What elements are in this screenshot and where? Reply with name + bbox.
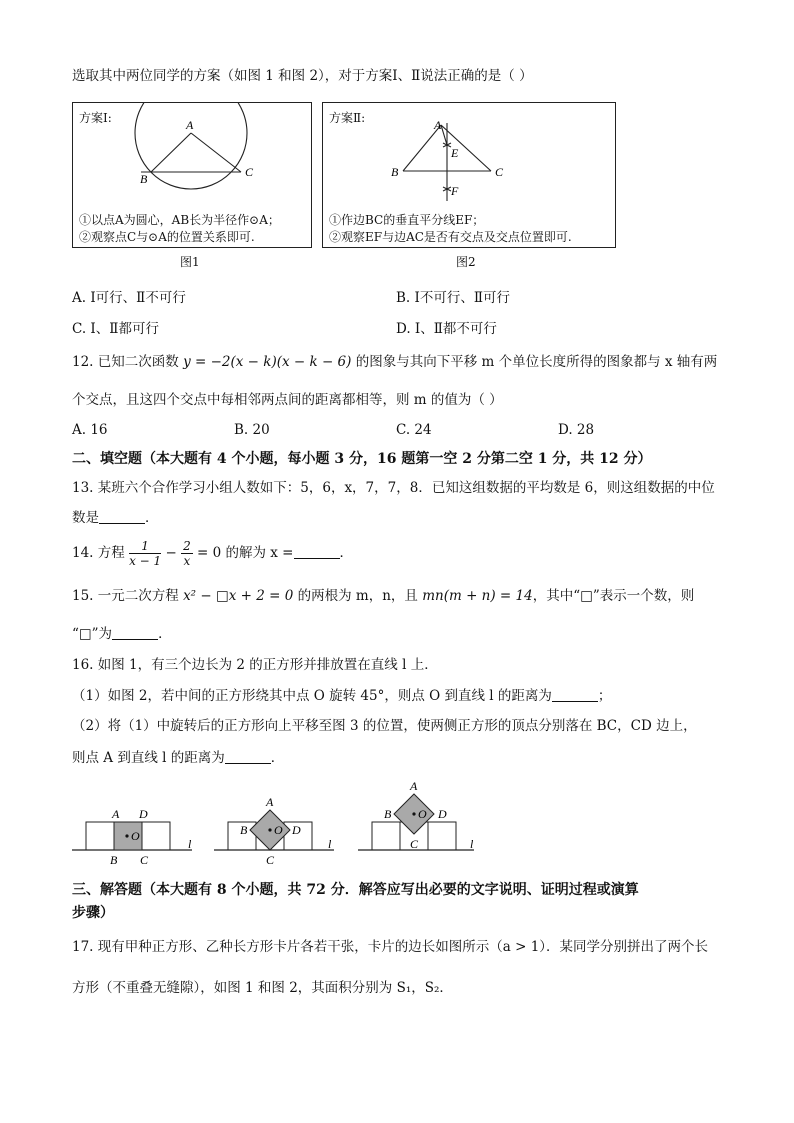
q14-end: ．	[339, 545, 353, 561]
q17-line2: 方形（不重叠无缝隙），如图 1 和图 2，其面积分别为 S₁，S₂．	[72, 980, 453, 996]
q14-fraction-1: $\frac{1}{x - 1}$	[129, 539, 162, 568]
section-3-heading-line1: 三、解答题（本大题有 8 个小题，共 72 分．解答应写出必要的文字说明、证明过程或演算	[72, 882, 639, 898]
svg-text:l: l	[188, 837, 192, 851]
label-a: A	[186, 118, 194, 132]
fig2-caption: 图2	[456, 255, 476, 269]
q16-fig2	[214, 795, 334, 867]
q12-line1	[72, 352, 717, 372]
q11-option-d: D. Ⅰ、Ⅱ都不可行	[396, 321, 497, 337]
q15-condition: mn(m + n) = 14	[422, 588, 533, 604]
q14-line: 14. 方程 $\frac{1}{x - 1}$ − $\frac{2}{x}$ = 0 的解为 x = ．	[72, 539, 353, 568]
fig2-step1: ①作边BC的垂直平分线EF；	[329, 213, 485, 227]
q13-answer-blank[interactable]	[99, 509, 145, 524]
segment-ac	[441, 125, 491, 171]
svg-text:C: C	[410, 837, 419, 851]
q13-end: ．	[145, 510, 159, 526]
q16-line3: （2）将（1）中旋转后的正方形向上平移至图 3 的位置，使两侧正方形的顶点分别落在 BC，CD 边上，	[72, 718, 697, 734]
q15-answer-blank[interactable]	[112, 625, 158, 640]
fig2-step2: ②观察EF与边AC是否有交点及交点位置即可.	[329, 230, 572, 244]
svg-text:B: B	[110, 853, 118, 867]
section-2-heading: 二、填空题（本大题有 4 个小题，每小题 3 分，16 题第一空 2 分第二空 1 分，共 12 分）	[72, 451, 652, 467]
q16-part1-text: （1）如图 2，若中间的正方形绕其中点 O 旋转 45°，则点 O 到直线 l 的距离为	[72, 688, 552, 704]
q16-answer-blank-1[interactable]	[552, 687, 598, 702]
q17-line1: 17. 现有甲种正方形、乙种长方形卡片各若干张，卡片的边长如图所示（a > 1）．某同学分别拼出了两个长	[72, 939, 709, 955]
q12-option-b: B. 20	[234, 422, 270, 438]
q15-line1	[72, 586, 694, 606]
q12-option-d: D. 28	[558, 422, 595, 438]
q12-part2: 的图象与其向下平移 m 个单位长度所得的图象都与 x 轴有两	[355, 354, 718, 370]
q15-part-a: 15. 一元二次方程	[72, 588, 179, 604]
q13-line2	[72, 508, 159, 528]
q14-fraction-2: $\frac{2}{x}$	[183, 539, 191, 568]
q15-part-b: 的两根为 m，n，且	[297, 588, 418, 604]
q12-option-c: C. 24	[396, 422, 432, 438]
label-c: C	[245, 165, 254, 179]
q15-text: “□”为	[72, 626, 113, 642]
q11-option-c: C. Ⅰ、Ⅱ都可行	[72, 321, 159, 337]
q12-part1: 12. 已知二次函数	[72, 354, 179, 370]
circle-a	[135, 103, 247, 189]
q16-answer-blank-2[interactable]	[225, 749, 271, 764]
q11-option-a: A. Ⅰ可行、Ⅱ不可行	[72, 290, 186, 306]
svg-text:D: D	[292, 823, 301, 837]
svg-text:A: A	[266, 795, 274, 809]
q16-line4: 则点 A 到直线 l 的距离为 ．	[72, 750, 285, 766]
q16-fig1	[72, 807, 192, 867]
q13-line1: 13. 某班六个合作学习小组人数如下：5，6，x，7，7，8．已知这组数据的平均数是 6，则这组数据的中位	[72, 480, 715, 496]
q11-option-b: B. Ⅰ不可行、Ⅱ可行	[396, 290, 511, 306]
q16-fig3	[358, 779, 474, 851]
fig2-title: 方案Ⅱ:	[329, 111, 366, 125]
q15-equation: x² − □x + 2 = 0	[183, 588, 294, 604]
q15-part-c: ，其中“□”表示一个数，则	[532, 588, 695, 604]
fig1-title: 方案Ⅰ:	[79, 111, 112, 125]
q15-end: ．	[158, 626, 172, 642]
q12-option-a: A. 16	[72, 422, 108, 438]
svg-text:C: C	[266, 853, 275, 867]
q12-formula: y = −2(x − k)(x − k − 6)	[183, 354, 352, 370]
label-f: F	[451, 184, 459, 198]
svg-text:C: C	[140, 853, 149, 867]
q13-text: 数是	[72, 510, 99, 526]
q16-line2: （1）如图 2，若中间的正方形绕其中点 O 旋转 45°，则点 O 到直线 l 的距离为 ；	[72, 688, 612, 704]
svg-text:O: O	[131, 829, 140, 843]
svg-text:D: D	[438, 807, 447, 821]
fig1-step1: ①以点A为圆心，AB长为半径作⊙A；	[79, 213, 280, 227]
svg-text:A: A	[112, 807, 120, 821]
q14-prefix: 14. 方程	[72, 545, 125, 561]
svg-text:l: l	[328, 837, 332, 851]
segment-ab	[151, 133, 191, 172]
figure-1-box	[72, 102, 312, 248]
svg-text:D: D	[139, 807, 148, 821]
q16-line1: 16. 如图 1，有三个边长为 2 的正方形并排放置在直线 l 上．	[72, 657, 438, 673]
segment-ac	[191, 133, 241, 172]
svg-text:B: B	[240, 823, 248, 837]
q16-figures	[72, 776, 492, 868]
label-e: E	[451, 146, 459, 160]
fig1-caption: 图1	[180, 255, 200, 269]
q11-stem: 选取其中两位同学的方案（如图 1 和图 2），对于方案Ⅰ、Ⅱ说法正确的是（ ）	[72, 68, 533, 84]
label-a: A	[434, 118, 442, 132]
label-b: B	[140, 172, 148, 186]
q12-line2: 个交点，且这四个交点中每相邻两点间的距离都相等，则 m 的值为（ ）	[72, 392, 503, 408]
section-3-heading-line2: 步骤）	[72, 905, 114, 921]
q16-part2-text: 则点 A 到直线 l 的距离为	[72, 750, 225, 766]
label-b: B	[391, 165, 399, 179]
svg-text:O: O	[274, 823, 283, 837]
svg-text:l: l	[470, 837, 474, 851]
q14-suffix: = 0 的解为 x =	[197, 545, 294, 561]
q15-line2	[72, 624, 172, 644]
svg-text:B: B	[384, 807, 392, 821]
svg-text:A: A	[410, 779, 418, 793]
svg-text:O: O	[418, 807, 427, 821]
figure-2-box	[322, 102, 616, 248]
label-c: C	[495, 165, 504, 179]
q14-answer-blank[interactable]	[294, 544, 340, 559]
fig1-step2: ②观察点C与⊙A的位置关系即可.	[79, 230, 255, 244]
